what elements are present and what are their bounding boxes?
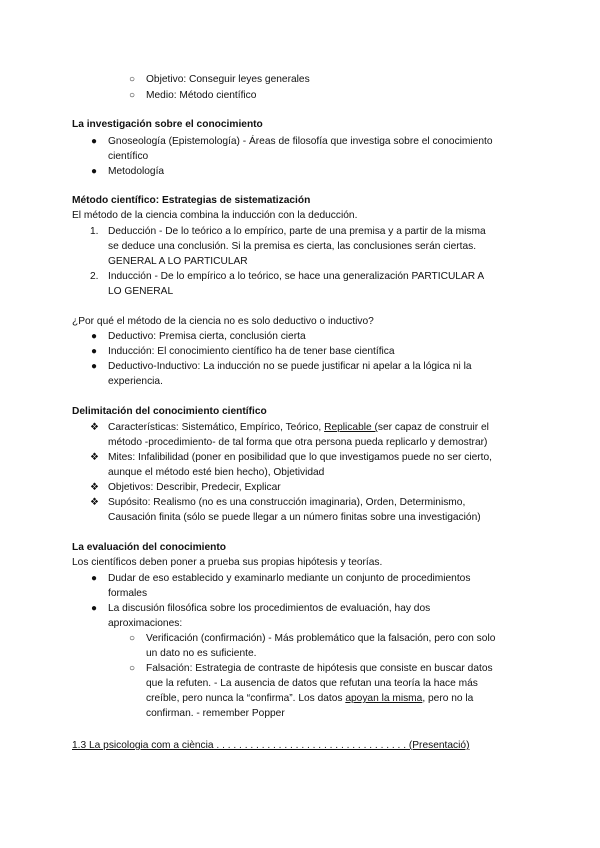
bullet-icon: ● (91, 603, 98, 614)
paragraph: ¿Por qué el método de la ciencia no es solo deductivo o inductivo? (72, 316, 374, 327)
list-item-continuation: se deduce una conclusión. Si la premisa es cierta, las conclusiones serán ciertas. (108, 241, 477, 252)
list-number: 1. (90, 226, 99, 237)
hollow-bullet-icon: ○ (129, 90, 136, 101)
underlined-term: apoyan la misma (345, 693, 423, 704)
bullet-icon: ● (91, 361, 98, 372)
list-item: Mites: Infalibilidad (poner en posibilidad que lo que investigamos puede no ser cierto, (108, 452, 492, 463)
list-item-continuation: confirman. - remember Popper (146, 708, 285, 719)
paragraph: Los científicos deben poner a prueba sus propias hipótesis y teorías. (72, 557, 383, 568)
section-heading: La evaluación del conocimiento (72, 542, 226, 553)
list-item-continuation: formales (108, 588, 148, 599)
list-item-continuation: LO GENERAL (108, 286, 174, 297)
list-item: Inducción - De lo empírico a lo teórico, se hace una generalización PARTICULAR A (108, 271, 485, 282)
list-item-continuation: Causación finita (sólo se puede llegar a un número finitas sobre una investigación) (108, 512, 481, 523)
list-item: Deductivo: Premisa cierta, conclusión cierta (108, 331, 306, 342)
section-heading: Delimitación del conocimiento científico (72, 406, 267, 417)
section-heading: Método científico: Estrategias de sistematización (72, 195, 311, 206)
hollow-bullet-icon: ○ (129, 633, 136, 644)
list-item: Verificación (confirmación) - Más problemático que la falsación, pero con solo (146, 633, 496, 644)
diamond-bullet-icon: ❖ (90, 452, 99, 463)
diamond-bullet-icon: ❖ (90, 422, 99, 433)
list-item: Supósito: Realismo (no es una construcción imaginaria), Orden, Determinismo, (108, 497, 466, 508)
list-item-continuation (146, 691, 473, 706)
bullet-icon: ● (91, 166, 98, 177)
list-item-continuation: GENERAL A LO PARTICULAR (108, 256, 248, 267)
list-item-text: creíble, pero nunca la “confirma”. Los datos (146, 693, 346, 704)
toc-entry-link[interactable]: 1.3 La psicologia com a ciència . . . . . . . . . . . . . . . . . . . . . . . . . . . . . . . . . . (Presentació) (72, 740, 470, 751)
section-heading: La investigación sobre el conocimiento (72, 119, 263, 130)
list-item: Objetivo: Conseguir leyes generales (146, 74, 310, 85)
bullet-icon: ● (91, 346, 98, 357)
bullet-icon: ● (91, 573, 98, 584)
hollow-bullet-icon: ○ (129, 663, 136, 674)
list-item-text: ser capaz de construir el (377, 422, 489, 433)
underlined-term: Replicable ( (324, 422, 378, 433)
list-item: Inducción: El conocimiento científico ha de tener base científica (108, 346, 395, 357)
list-item-text: , pero no la (422, 693, 474, 704)
list-item: Deductivo-Inductivo: La inducción no se puede justificar ni apelar a la lógica ni la (108, 361, 472, 372)
list-item: Objetivos: Describir, Predecir, Explicar (108, 482, 281, 493)
list-item-continuation: aproximaciones: (108, 618, 183, 629)
list-item: La discusión filosófica sobre los procedimientos de evaluación, hay dos (108, 603, 431, 614)
list-item (108, 420, 489, 435)
list-number: 2. (90, 271, 99, 282)
list-item-continuation: científico (108, 151, 149, 162)
list-item-continuation: aunque el método esté bien hecho), Objetividad (108, 467, 325, 478)
list-item: Medio: Método científico (146, 90, 257, 101)
list-item-continuation: que la refuten. - La ausencia de datos que refutan una teoría la hace más (146, 678, 478, 689)
list-item-continuation: método -procedimiento- de tal forma que otra persona pueda replicarlo y demostrar) (108, 437, 488, 448)
bullet-icon: ● (91, 331, 98, 342)
paragraph: El método de la ciencia combina la inducción con la deducción. (72, 210, 358, 221)
list-item: Metodología (108, 166, 165, 177)
list-item-continuation: experiencia. (108, 376, 163, 387)
list-item: Deducción - De lo teórico a lo empírico, parte de una premisa y a partir de la misma (108, 226, 486, 237)
list-item: Gnoseología (Epistemología) - Áreas de filosofía que investiga sobre el conocimiento (108, 136, 493, 147)
list-item-continuation: un dato no es suficiente. (146, 648, 257, 659)
list-item: Falsación: Estrategia de contraste de hipótesis que consiste en buscar datos (146, 663, 493, 674)
hollow-bullet-icon: ○ (129, 74, 136, 85)
diamond-bullet-icon: ❖ (90, 482, 99, 493)
bullet-icon: ● (91, 136, 98, 147)
list-item-text: Características: Sistemático, Empírico, Teórico, (108, 422, 325, 433)
list-item: Dudar de eso establecido y examinarlo mediante un conjunto de procedimientos (108, 573, 471, 584)
diamond-bullet-icon: ❖ (90, 497, 99, 508)
